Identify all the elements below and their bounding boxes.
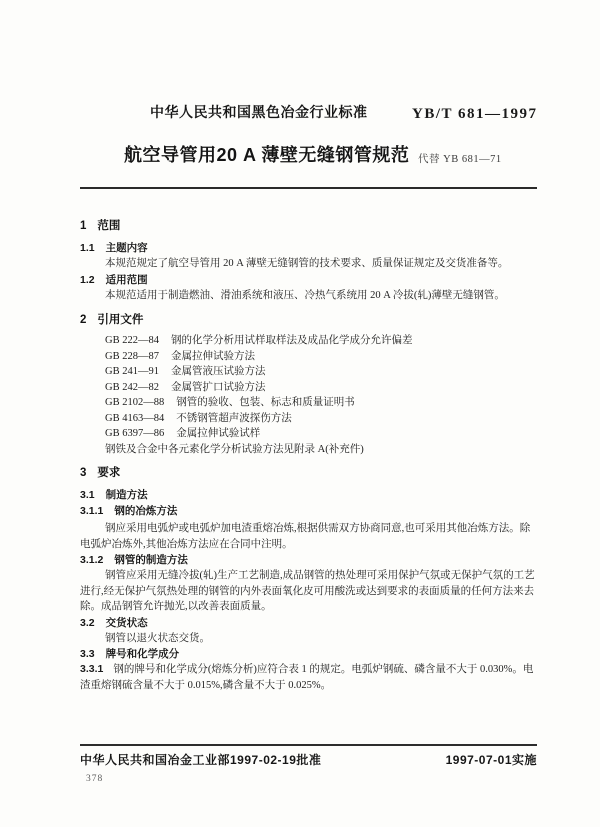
subsection-title: 钢管的制造方法 (114, 554, 188, 566)
paragraph-3-2: 钢管以退火状态交货。 (105, 632, 210, 644)
references-note: 钢铁及合金中各元素化学分析试验方法见附录 A(补充件) (105, 443, 364, 455)
subsection-heading-3-1-2 (80, 552, 537, 568)
clause-text: 钢的牌号和化学成分(熔炼分析)应符合表 1 的规定。电弧炉钢硫、磷含量不大于 0.030%。电渣重熔钢硫含量不大于 0.015%,磷含量不大于 0.025%。 (80, 664, 534, 691)
subsection-number: 1.1 (80, 242, 95, 254)
subsection-heading-1-1 (80, 240, 537, 256)
document-footer (80, 751, 537, 768)
paragraph-1-1: 本规范规定了航空导管用 20 A 薄壁无缝钢管的技术要求、质量保证规定及交货准备等。 (105, 258, 509, 269)
section-title: 要求 (97, 467, 121, 479)
subsection-heading-3-1 (80, 487, 537, 503)
reference-title: 钢管的验收、包装、标志和质量证明书 (176, 397, 355, 408)
reference-item (105, 411, 537, 427)
page-number: 378 (86, 774, 104, 784)
reference-title: 金属拉伸试验方法 (170, 350, 255, 362)
reference-title: 不锈钢管超声波探伤方法 (176, 412, 292, 424)
subsection-title: 制造方法 (105, 489, 148, 501)
subsection-number: 1.2 (80, 273, 95, 286)
subsection-number: 3.1.1 (80, 505, 104, 517)
reference-item (105, 395, 537, 411)
document-body (80, 210, 537, 693)
reference-code: GB 2102—88 (105, 397, 165, 408)
subsection-number: 3.1 (80, 489, 95, 501)
reference-item (105, 349, 537, 365)
subsection-title: 交货状态 (105, 616, 148, 629)
clause-number: 3.3.1 (80, 663, 104, 675)
document-title: 航空导管用20 A 薄壁无缝钢管规范 (124, 145, 410, 165)
subsection-heading-3-3 (80, 646, 537, 662)
subsection-title: 牌号和化学成分 (105, 648, 180, 660)
header-divider (80, 187, 537, 189)
section-title: 范围 (97, 220, 121, 232)
section-number: 2 (80, 314, 87, 326)
reference-code: GB 241—91 (105, 366, 159, 377)
reference-title: 钢的化学分析用试样取样法及成品化学成分允许偏差 (170, 335, 413, 346)
reference-code: GB 222—84 (105, 335, 159, 346)
approval-text: 中华人民共和国冶金工业部1997-02-19批准 (80, 753, 322, 767)
footer-divider (80, 744, 537, 746)
reference-item (105, 364, 537, 380)
standard-type-label: 中华人民共和国黑色冶金行业标准 (150, 104, 368, 120)
section-number: 3 (80, 467, 87, 479)
references-list (80, 333, 537, 457)
reference-title: 金属管液压试验方法 (170, 366, 266, 377)
replaces-note: 代替 YB 681—71 (418, 154, 502, 165)
paragraph-1-2: 本规范适用于制造燃油、滑油系统和液压、冷热气系统用 20 A 冷拔(轧)薄壁无缝钢管。 (105, 289, 505, 301)
reference-item (105, 333, 537, 349)
subsection-number: 3.1.2 (80, 554, 104, 566)
subsection-title: 钢的冶炼方法 (114, 505, 178, 517)
section-references-heading (80, 312, 537, 328)
reference-title: 金属拉伸试验试样 (176, 428, 261, 439)
reference-item (105, 426, 537, 442)
paragraph-3-3-1 (80, 662, 537, 693)
subsection-title: 适用范围 (105, 273, 148, 286)
paragraph-3-1-2: 钢管应采用无缝冷拔(轧)生产工艺制造,成品钢管的热处理可采用保护气氛或无保护气氛的工艺进行,经无保护气氛热处理的钢管的内外表面氧化皮可用酸洗或达到要求的表面质量的任何方法来去除。成品钢管允许抛光,以改善表面质量。 (80, 570, 535, 612)
implementation-text: 1997-07-01实施 (445, 753, 537, 767)
subsection-heading-3-2 (80, 615, 537, 631)
subsection-number: 3.2 (80, 616, 95, 629)
section-number: 1 (80, 220, 87, 232)
section-scope-heading (80, 218, 537, 234)
subsection-heading-3-1-1 (80, 503, 537, 519)
section-title: 引用文件 (97, 314, 144, 326)
reference-code: GB 228—87 (105, 350, 159, 362)
reference-title: 金属管扩口试验方法 (170, 381, 266, 393)
subsection-heading-1-2 (80, 272, 537, 288)
reference-code: GB 6397—86 (105, 428, 165, 439)
reference-code: GB 4163—84 (105, 412, 165, 424)
section-requirements-heading (80, 465, 537, 481)
reference-item (105, 380, 537, 396)
paragraph-3-1-1: 钢应采用电弧炉或电弧炉加电渣重熔冶炼,根据供需双方协商同意,也可采用其他冶炼方法。除电弧炉冶炼外,其他冶炼方法应在合同中注明。 (80, 523, 531, 550)
subsection-title: 主题内容 (105, 242, 148, 254)
standard-code: YB/T 681—1997 (412, 106, 538, 122)
reference-code: GB 242—82 (105, 381, 159, 393)
subsection-number: 3.3 (80, 648, 95, 660)
